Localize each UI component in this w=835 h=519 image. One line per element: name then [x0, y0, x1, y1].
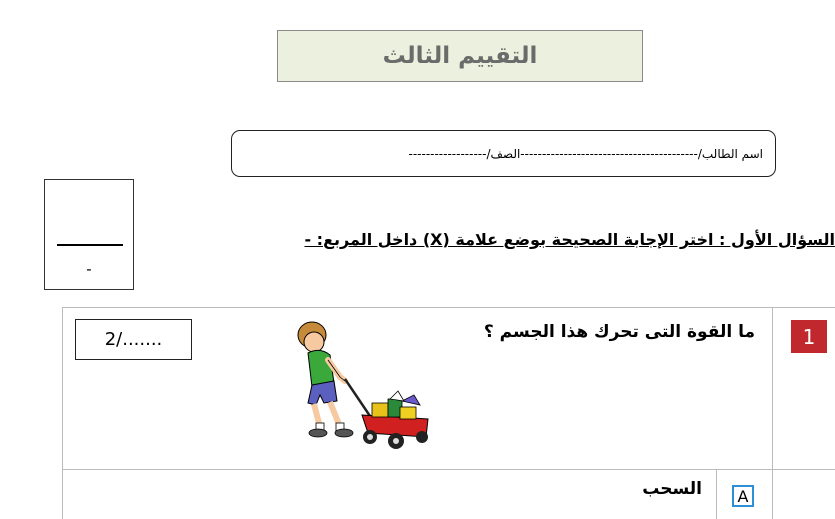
boy-pulling-wagon-illustration — [290, 315, 435, 455]
table-border — [62, 307, 63, 519]
table-border — [62, 307, 835, 308]
page-title: التقييم الثالث — [277, 30, 643, 82]
table-divider — [716, 469, 717, 519]
score-underline — [57, 244, 123, 246]
student-info-line: اسم الطالب/-----------------------------------------الصف/------------------ — [408, 146, 763, 161]
question-text: ما القوة التى تحرك هذا الجسم ؟ — [483, 322, 755, 342]
table-divider — [62, 469, 835, 470]
question-number-badge: 1 — [791, 320, 827, 353]
score-mark: - — [86, 260, 92, 278]
total-score-box — [44, 179, 134, 290]
question-mark-box: 2/....... — [75, 319, 192, 360]
student-info-box — [231, 130, 776, 177]
option-text-a: السحب — [642, 479, 702, 499]
table-divider — [772, 307, 773, 519]
section-heading: السؤال الأول : اختر الإجابة الصحيحة بوضع علامة (X) داخل المربع: - — [304, 230, 835, 249]
option-checkbox-a[interactable]: A — [732, 485, 754, 507]
